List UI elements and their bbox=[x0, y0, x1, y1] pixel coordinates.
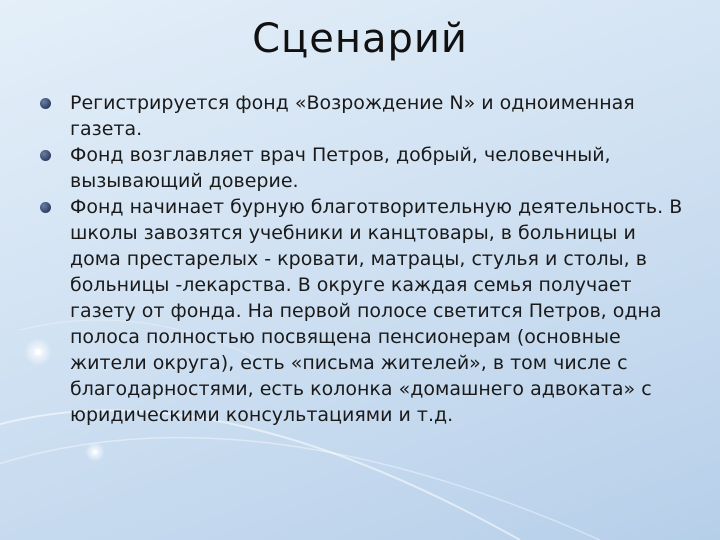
bullet-text: Фонд начинает бурную благотворительную деятельность. В школы завозятся учебники и канцтовары, в больницы и дома престарелых - кровати, матрацы, стулья и столы, в больницы -лекарства. В округе каждая семья получает газету от фонда. На первой полосе светится Петров, одна полоса полностью посвящена пенсионерам (основные жители округа), есть «письма жителей», в том числе с благодарностями, есть колонка «домашнего адвоката» с юридическими консультациями и т.д. bbox=[70, 196, 683, 426]
bullet-dot-icon bbox=[40, 150, 51, 161]
bullet-item bbox=[40, 142, 690, 194]
bullet-item bbox=[40, 194, 690, 428]
slide-title: Сценарий bbox=[252, 16, 468, 62]
bullet-dot-icon bbox=[40, 202, 51, 213]
bullet-list bbox=[40, 90, 690, 428]
bullet-item bbox=[40, 90, 690, 142]
bullet-text: Фонд возглавляет врач Петров, добрый, человечный, вызывающий доверие. bbox=[70, 144, 611, 192]
bullet-dot-icon bbox=[40, 98, 51, 109]
bullet-text: Регистрируется фонд «Возрождение N» и одноименная газета. bbox=[70, 92, 635, 140]
